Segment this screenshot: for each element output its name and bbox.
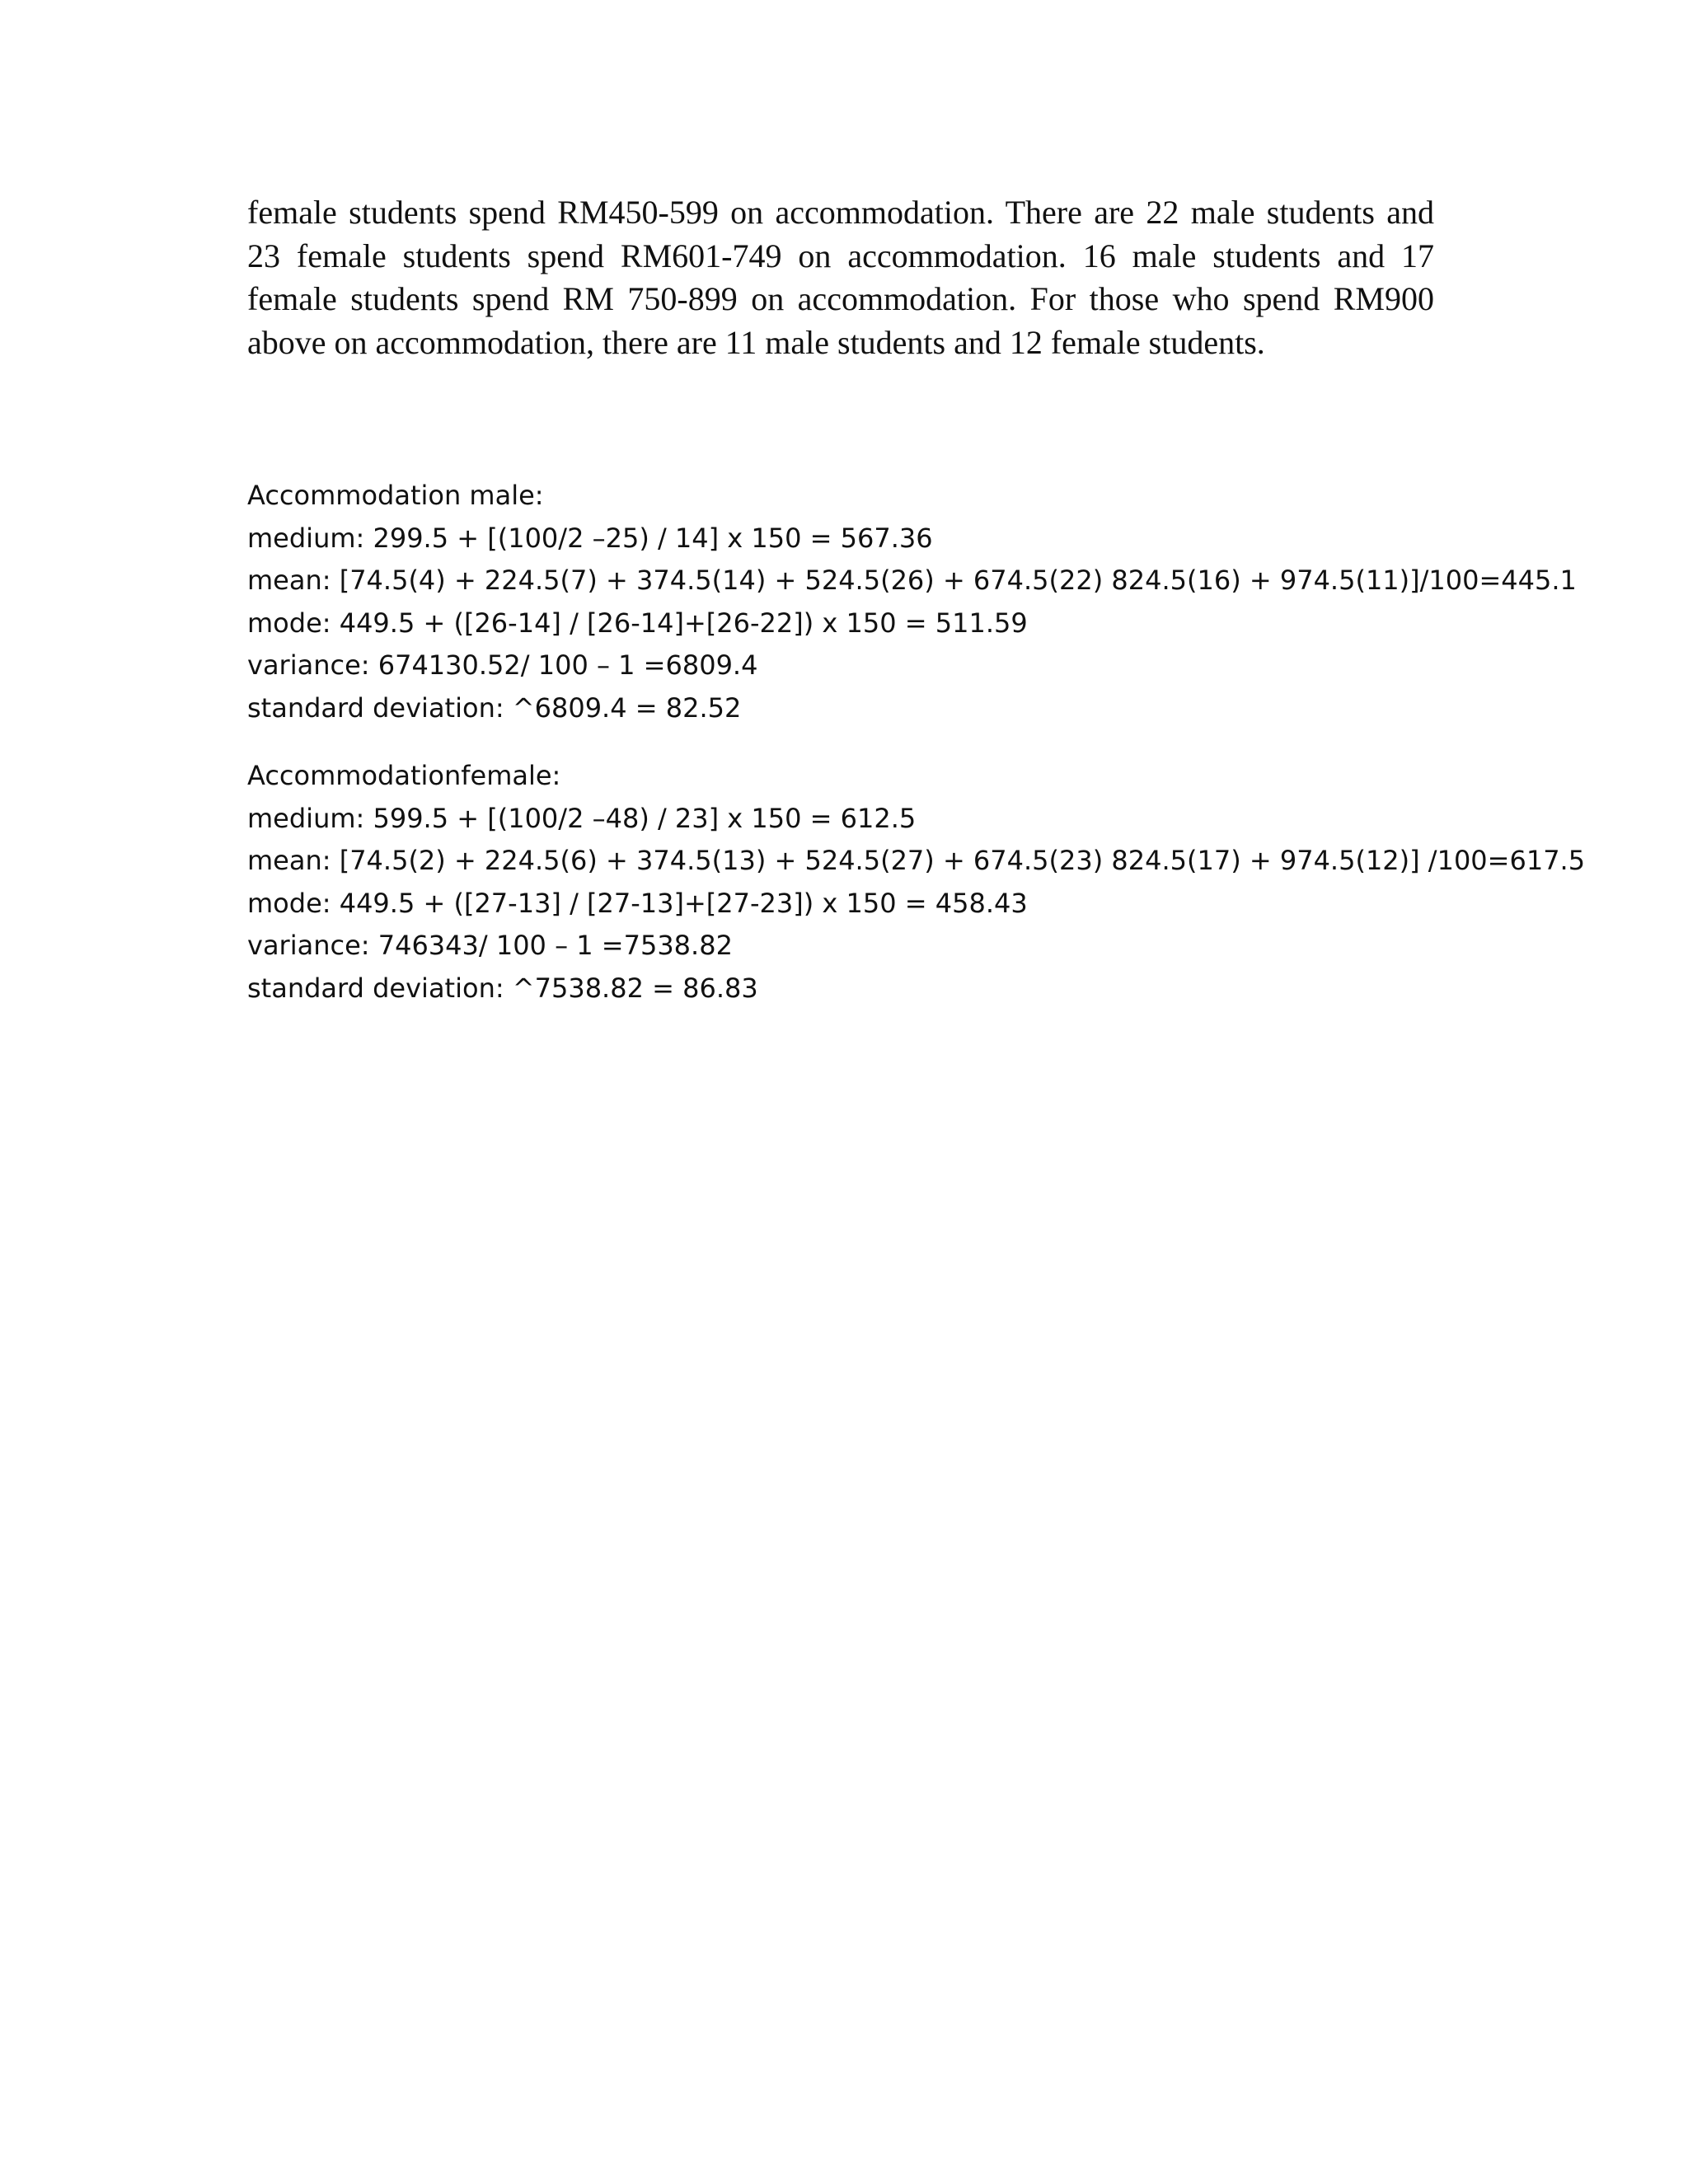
female-medium-line: medium: 599.5 + [(100/2 –48) / 23] x 150 = 612.5 (247, 802, 917, 834)
female-heading: Accommodationfemale: (247, 760, 561, 791)
summary-paragraph (247, 191, 1434, 364)
male-mode-line: mode: 449.5 + ([26-14] / [26-14]+[26-22]) x 150 = 511.59 (247, 607, 1028, 639)
male-medium-line: medium: 299.5 + [(100/2 –25) / 14] x 150 = 567.36 (247, 522, 933, 554)
paragraph-line: above on accommodation, there are 11 male students and 12 female students. (247, 323, 1265, 361)
female-statistics-block (247, 755, 1586, 1010)
male-mean-line: mean: [74.5(4) + 224.5(7) + 374.5(14) + 524.5(26) + 674.5(22) 824.5(16) + 974.5(11)]/100=445.1 (247, 565, 1577, 596)
female-std-line: standard deviation: ^7538.82 = 86.83 (247, 972, 758, 1004)
male-statistics-block (247, 475, 1577, 729)
paragraph-line: female students spend RM450-599 on accommodation. There are 22 male students and (247, 194, 1434, 231)
male-heading: Accommodation male: (247, 480, 544, 511)
paragraph-line: female students spend RM 750-899 on accommodation. For those who spend RM900 (247, 280, 1434, 317)
male-std-line: standard deviation: ^6809.4 = 82.52 (247, 691, 742, 724)
female-mean-line: mean: [74.5(2) + 224.5(6) + 374.5(13) + 524.5(27) + 674.5(23) 824.5(17) + 974.5(12)] /100=617.5 (247, 845, 1586, 876)
paragraph-line: 23 female students spend RM601-749 on accommodation. 16 male students and 17 (247, 237, 1434, 274)
female-variance-line: variance: 746343/ 100 – 1 =7538.82 (247, 930, 733, 961)
female-mode-line: mode: 449.5 + ([27-13] / [27-13]+[27-23]) x 150 = 458.43 (247, 887, 1028, 919)
male-variance-line: variance: 674130.52/ 100 – 1 =6809.4 (247, 649, 758, 681)
